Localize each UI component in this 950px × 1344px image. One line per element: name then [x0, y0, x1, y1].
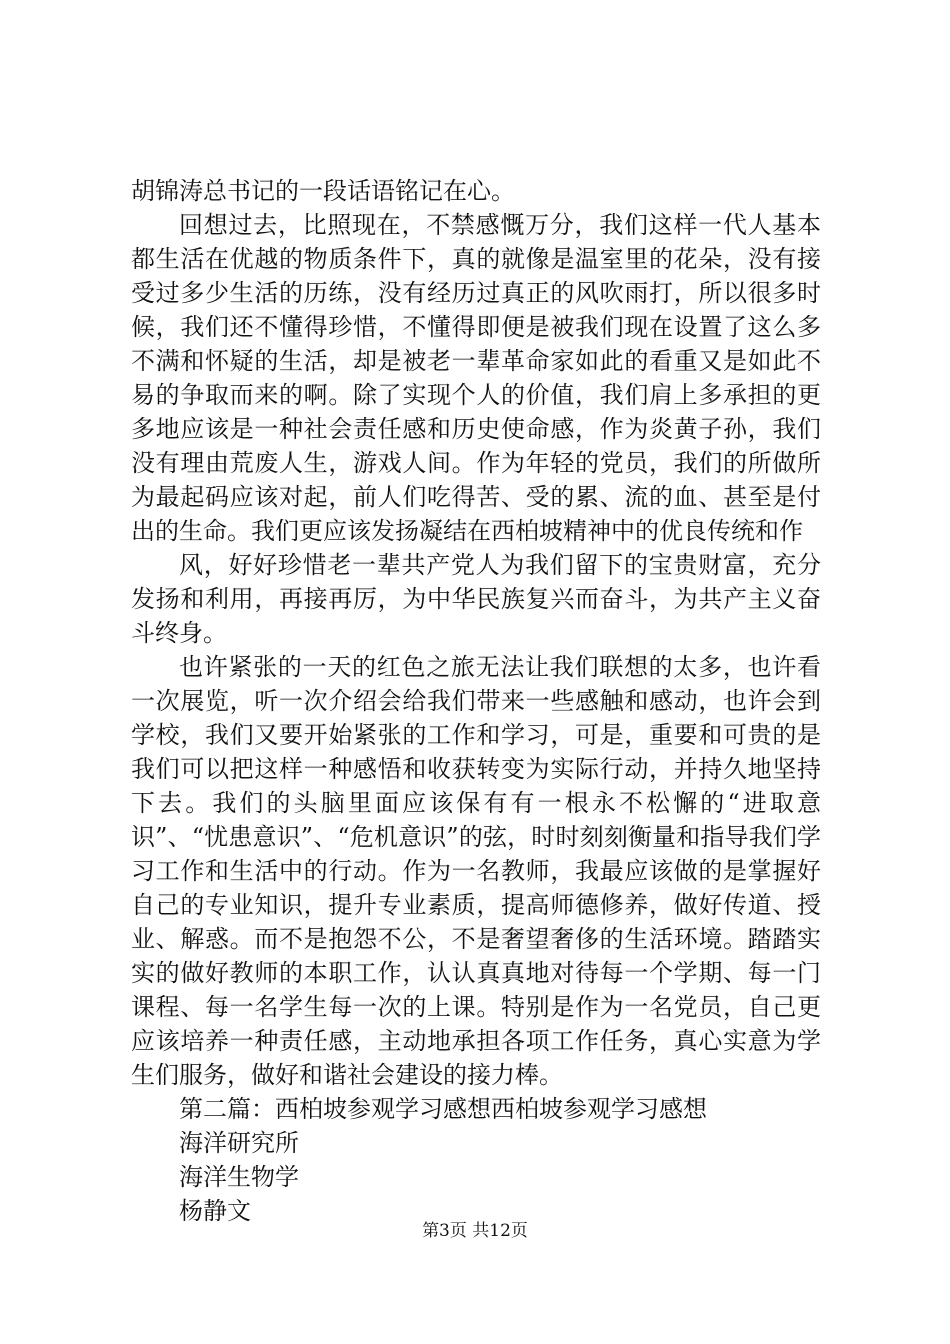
- paragraph-inheritance: 风，好好珍惜老一辈共产党人为我们留下的宝贵财富，充分发扬和利用，再接再厉，为中华民族复兴而奋斗，为共产主义奋斗终身。: [131, 551, 821, 647]
- paragraph-reflection: 回想过去，比照现在，不禁感慨万分，我们这样一代人基本都生活在优越的物质条件下，真的就像是温室里的花朵，没有接受过多少生活的历练，没有经历过真正的风吹雨打，所以很多时候，我们还不懂得珍惜，不懂得即便是被我们现在设置了这么多不满和怀疑的生活，却是被老一辈革命家如此的看重又是如此不易的争取而来的啊。除了实现个人的价值，我们肩上多承担的更多地应该是一种社会责任感和历史使命感，作为炎黄子孙，我们没有理由荒废人生，游戏人间。作为年轻的党员，我们的所做所为最起码应该对起，前人们吃得苦、受的累、流的血、甚至是付出的生命。我们更应该发扬凝结在西柏坡精神中的优良传统和作: [131, 211, 821, 545]
- document-body: [131, 174, 821, 1228]
- paragraph-action: 也许紧张的一天的红色之旅无法让我们联想的太多，也许看一次展览，听一次介绍会给我们带来一些感触和感动，也许会到学校，我们又要开始紧张的工作和学习，可是，重要和可贵的是我们可以把这样一种感悟和收获转变为实际行动，并持久地坚持下去。我们的头脑里面应该保有有一根永不松懈的“进取意识”、“忧患意识”、“危机意识”的弦，时时刻刻衡量和指导我们学习工作和生活中的行动。作为一名教师，我最应该做的是掌握好自己的专业知识，提升专业素质，提高师德修养，做好传道、授业、解惑。而不是抱怨不公，不是奢望奢侈的生活环境。踏踏实实的做好教师的本职工作，认认真真地对待每一个学期、每一门课程、每一名学生每一次的上课。特别是作为一名党员，自己更应该培养一种责任感，主动地承担各项工作任务，真心实意为学生们服务，做好和谐社会建设的接力棒。: [131, 653, 821, 1089]
- paragraph-continuation: 胡锦涛总书记的一段话语铭记在心。: [131, 177, 515, 205]
- major-line: 海洋生物学: [179, 1163, 299, 1191]
- page-footer: 第3页 共12页: [422, 1221, 528, 1241]
- institute-line: 海洋研究所: [179, 1129, 299, 1157]
- section-title: 第二篇：西柏坡参观学习感想西柏坡参观学习感想: [179, 1095, 707, 1123]
- author-line: 杨静文: [179, 1197, 251, 1225]
